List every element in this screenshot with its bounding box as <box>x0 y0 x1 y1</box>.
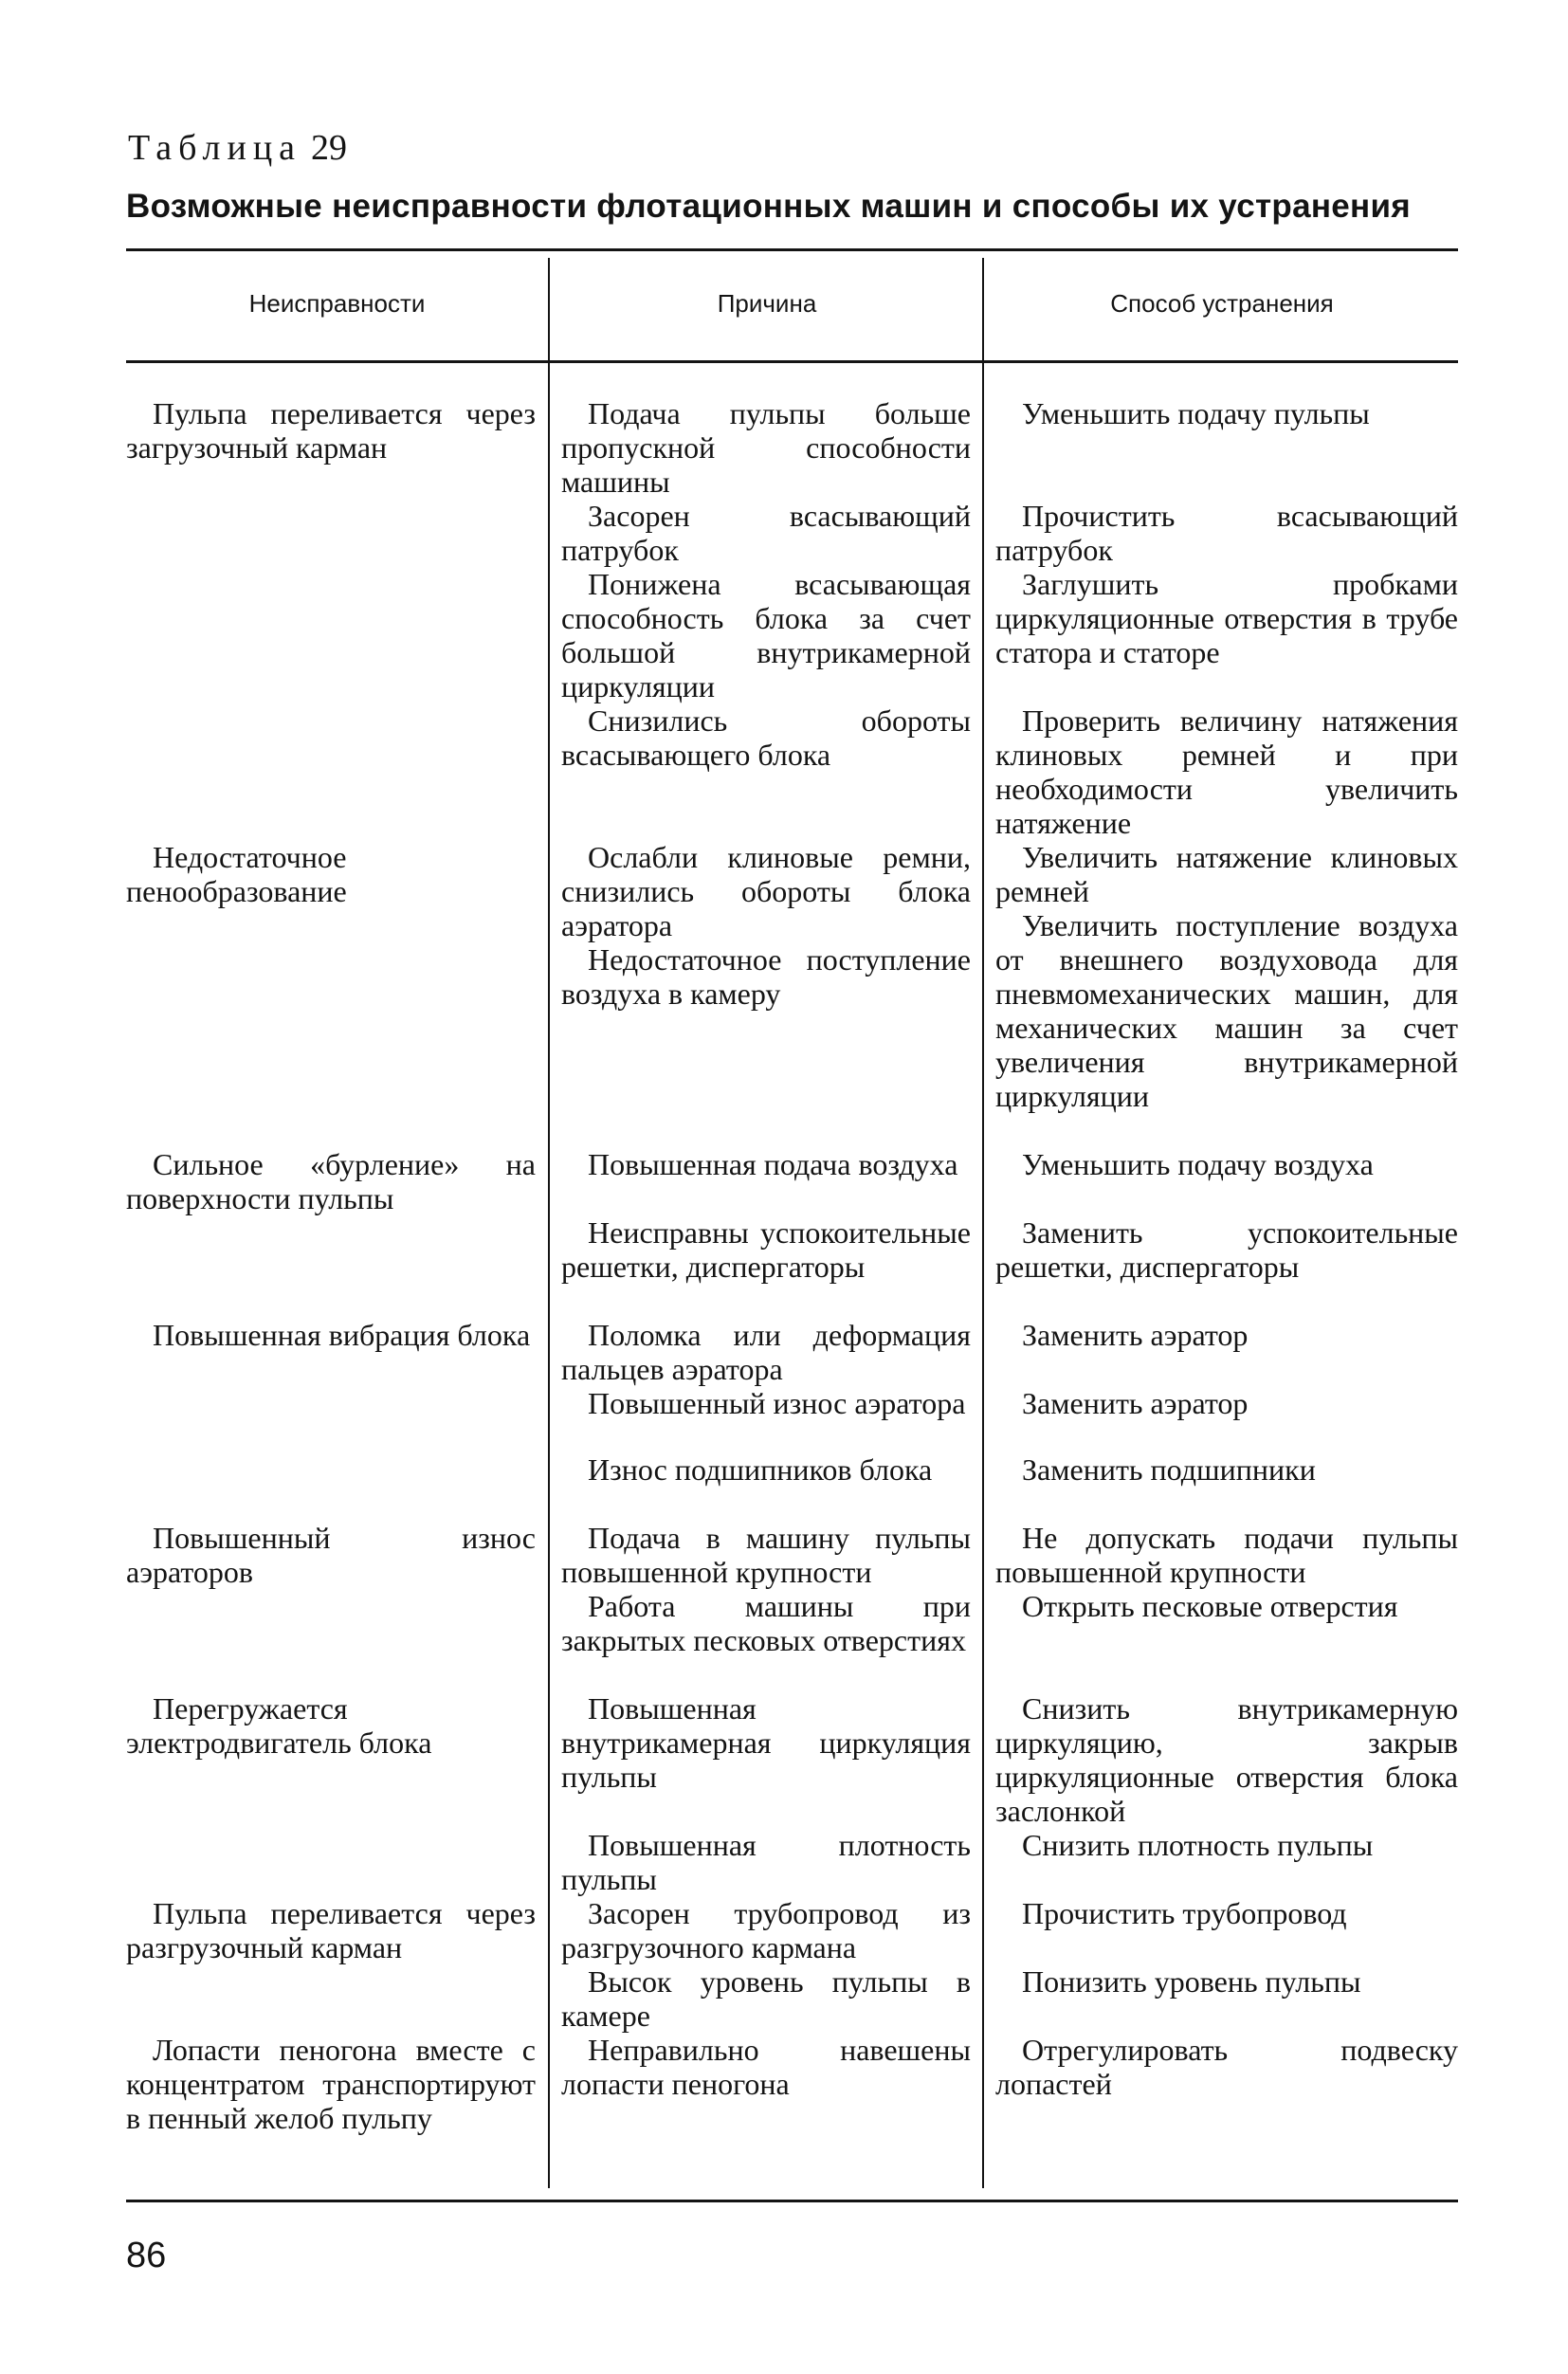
column-divider-1 <box>548 258 550 2188</box>
remedy-cell: Отрегулировать подвеску лопастей <box>995 2033 1458 2101</box>
cause-cell: Повышенный износ аэратора <box>588 1386 966 1420</box>
table-top-rule <box>126 248 1458 251</box>
remedy-cell: Уменьшить подачу воздуха <box>1022 1147 1374 1181</box>
cause-cell: Повышенная внутрикамерная циркуляция пульпы <box>561 1691 971 1794</box>
remedy-cell: Заменить успокоительные решетки, диспергаторы <box>995 1215 1458 1284</box>
cause-cell: Повышенная плотность пульпы <box>561 1828 971 1896</box>
cause-cell: Износ подшипников блока <box>588 1452 933 1487</box>
fault-cell: Перегружается электродвигатель блока <box>126 1691 432 1760</box>
cause-cell: Работа машины при закрытых песковых отверстиях <box>561 1589 971 1657</box>
fault-cell: Недостаточное пенообразование <box>126 840 347 908</box>
remedy-cell: Заглушить пробками циркуляционные отверстия в трубе статора и статоре <box>995 567 1458 669</box>
table-label <box>128 127 347 169</box>
column-divider-2 <box>982 258 984 2188</box>
fault-cell: Пульпа переливается через загрузочный карман <box>126 396 536 465</box>
fault-cell: Повышенный износ аэраторов <box>126 1521 536 1589</box>
column-header-cause: Причина <box>717 289 817 318</box>
remedy-cell: Увеличить поступление воздуха от внешнего воздуховода для пневмомеханических машин, для механических машин за счет увеличения внутрикамерной циркуляции <box>995 908 1458 1113</box>
table-title: Возможные неисправности флотационных машин и способы их устранения <box>126 188 1412 225</box>
table-number: 29 <box>311 128 348 168</box>
column-header-fault: Неисправности <box>248 289 426 318</box>
cause-cell: Неправильно навешены лопасти пеногона <box>561 2033 971 2101</box>
remedy-cell: Уменьшить подачу пульпы <box>1022 396 1370 430</box>
remedy-cell: Понизить уровень пульпы <box>1022 1964 1361 1999</box>
remedy-cell: Не допускать подачи пульпы повышенной крупности <box>995 1521 1458 1589</box>
fault-cell: Пульпа переливается через разгрузочный карман <box>126 1896 536 1964</box>
remedy-cell: Заменить аэратор <box>1022 1386 1249 1420</box>
remedy-cell: Открыть песковые отверстия <box>1022 1589 1398 1623</box>
column-header-remedy: Способ устранения <box>1110 289 1334 318</box>
cause-cell: Поломка или деформация пальцев аэратора <box>561 1318 971 1386</box>
remedy-cell: Прочистить всасывающий патрубок <box>995 499 1458 567</box>
cause-cell: Засорен трубопровод из разгрузочного кармана <box>561 1896 971 1964</box>
remedy-cell: Увеличить натяжение клиновых ремней <box>995 840 1458 908</box>
cause-cell: Снизились обороты всасывающего блока <box>561 703 971 772</box>
table-header-rule <box>126 360 1458 363</box>
fault-cell: Повышенная вибрация блока <box>153 1318 531 1352</box>
remedy-cell: Снизить внутрикамерную циркуляцию, закрыв циркуляционные отверстия блока заслонкой <box>995 1691 1458 1828</box>
cause-cell: Неисправны успокоительные решетки, диспергаторы <box>561 1215 971 1284</box>
cause-cell: Высок уровень пульпы в камере <box>561 1964 971 2033</box>
page-number: 86 <box>126 2236 167 2275</box>
cause-cell: Подача пульпы больше пропускной способности машины <box>561 396 971 499</box>
remedy-cell: Заменить аэратор <box>1022 1318 1249 1352</box>
fault-cell: Лопасти пеногона вместе с концентратом транспортируют в пенный желоб пульпу <box>126 2033 536 2135</box>
cause-cell: Ослабли клиновые ремни, снизились обороты блока аэратора <box>561 840 971 942</box>
cause-cell: Подача в машину пульпы повышенной крупности <box>561 1521 971 1589</box>
remedy-cell: Прочистить трубопровод <box>1022 1896 1347 1930</box>
remedy-cell: Проверить величину натяжения клиновых ремней и при необходимости увеличить натяжение <box>995 703 1458 840</box>
cause-cell: Повышенная подача воздуха <box>588 1147 958 1181</box>
table-bottom-rule <box>126 2200 1458 2202</box>
table-label-word: Таблица <box>128 128 302 168</box>
cause-cell: Недостаточное поступление воздуха в камеру <box>561 942 971 1011</box>
cause-cell: Засорен всасывающий патрубок <box>561 499 971 567</box>
fault-cell: Сильное «бурление» на поверхности пульпы <box>126 1147 536 1215</box>
cause-cell: Понижена всасывающая способность блока за счет большой внутрикамерной циркуляции <box>561 567 971 703</box>
remedy-cell: Снизить плотность пульпы <box>1022 1828 1374 1862</box>
remedy-cell: Заменить подшипники <box>1022 1452 1316 1487</box>
